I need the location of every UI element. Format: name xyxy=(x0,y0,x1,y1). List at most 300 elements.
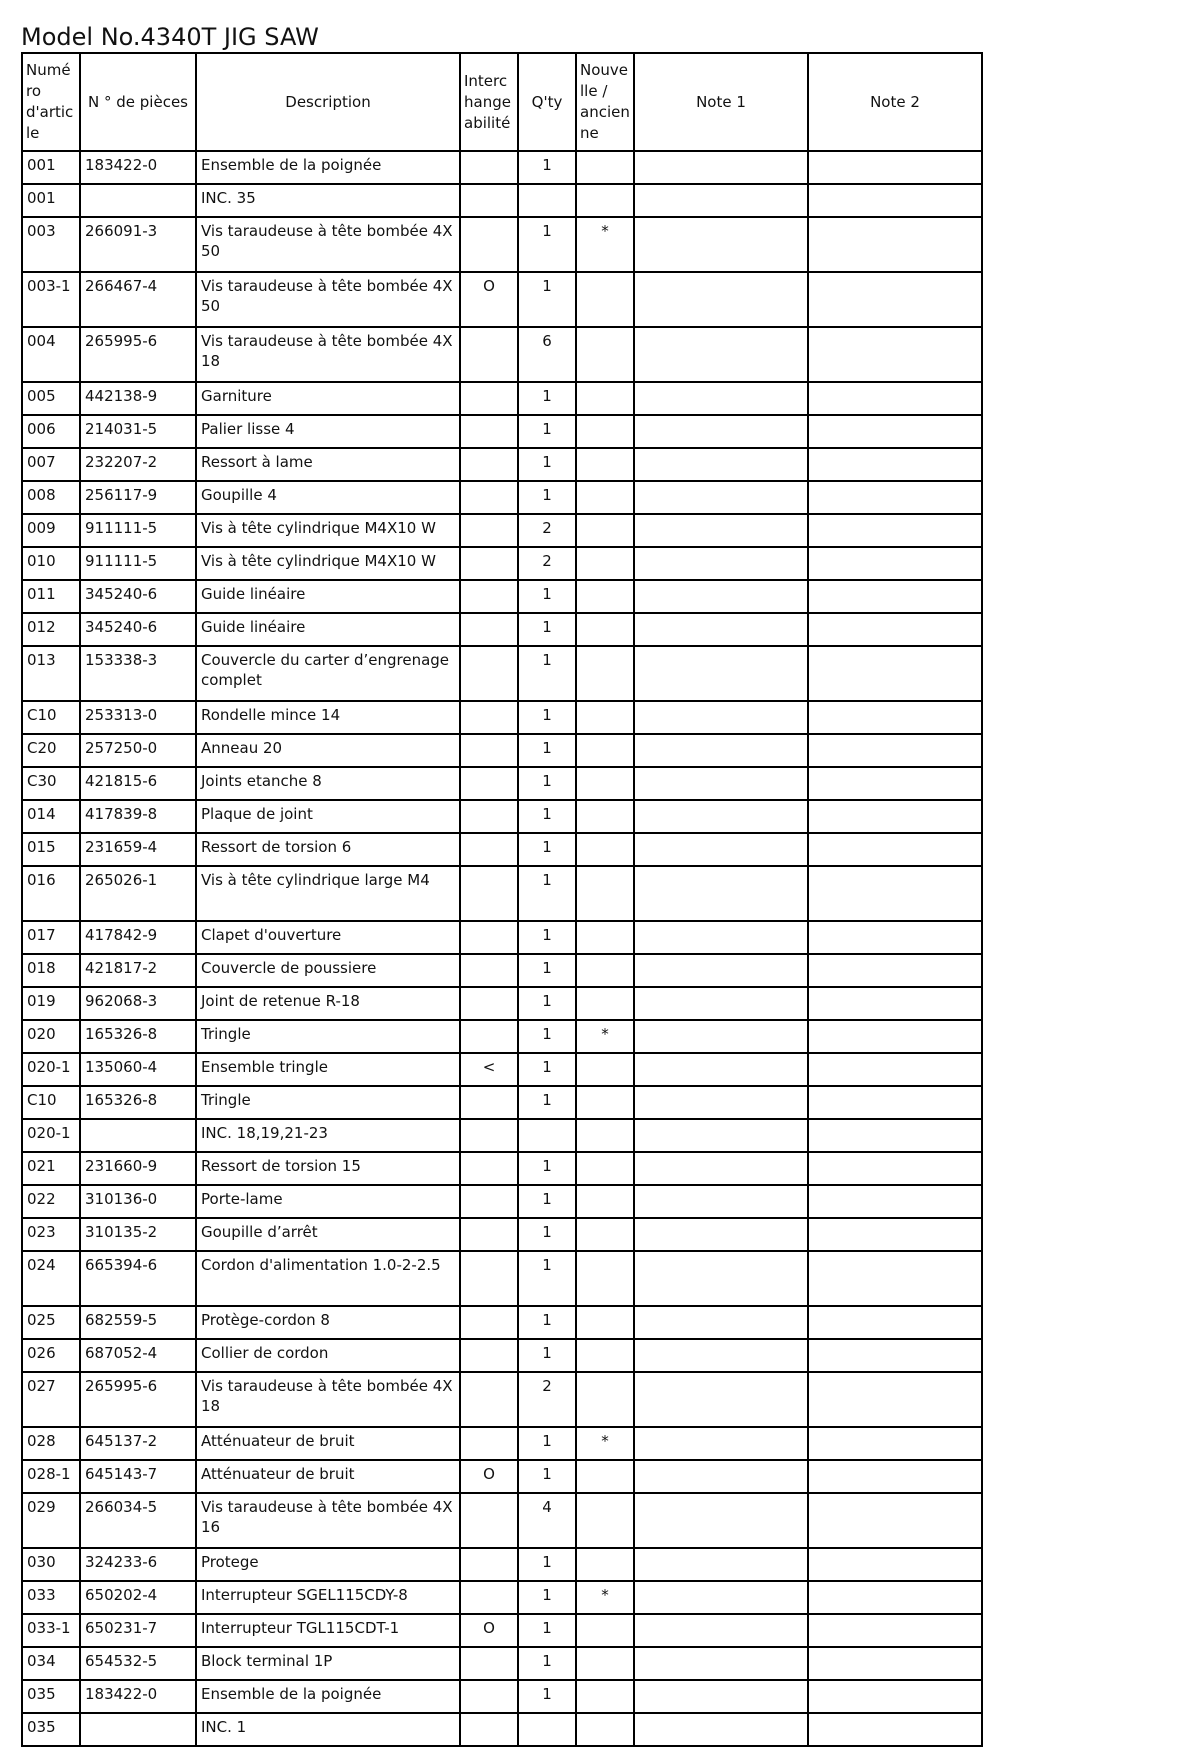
interchangeability-cell xyxy=(460,1306,518,1339)
new-old-cell xyxy=(576,866,634,921)
note-1-cell xyxy=(634,1614,808,1647)
description-cell: Interrupteur TGL115CDT-1 xyxy=(196,1614,460,1647)
description-cell: Tringle xyxy=(196,1020,460,1053)
quantity-cell: 1 xyxy=(518,217,576,272)
quantity-cell: 1 xyxy=(518,415,576,448)
note-1-cell xyxy=(634,1680,808,1713)
note-2-cell xyxy=(808,1548,982,1581)
note-1-cell xyxy=(634,1713,808,1746)
item-number-cell: 012 xyxy=(22,613,80,646)
item-number-cell: 033 xyxy=(22,1581,80,1614)
interchangeability-cell xyxy=(460,1119,518,1152)
quantity-cell: 1 xyxy=(518,1680,576,1713)
item-number-cell: 023 xyxy=(22,1218,80,1251)
note-2-cell xyxy=(808,415,982,448)
part-number-cell: 231659-4 xyxy=(80,833,196,866)
quantity-cell xyxy=(518,184,576,217)
item-number-cell: 022 xyxy=(22,1185,80,1218)
part-number-cell: 183422-0 xyxy=(80,1680,196,1713)
description-cell: Vis taraudeuse à tête bombée 4X 50 xyxy=(196,217,460,272)
description-cell: Ensemble de la poignée xyxy=(196,151,460,184)
description-cell: Collier de cordon xyxy=(196,1339,460,1372)
item-number-cell: 033-1 xyxy=(22,1614,80,1647)
new-old-cell xyxy=(576,151,634,184)
part-number-cell: 417842-9 xyxy=(80,921,196,954)
item-number-cell: 029 xyxy=(22,1493,80,1548)
part-number-cell: 256117-9 xyxy=(80,481,196,514)
part-number-cell: 324233-6 xyxy=(80,1548,196,1581)
new-old-cell: * xyxy=(576,1581,634,1614)
item-number-cell: 001 xyxy=(22,184,80,217)
table-row xyxy=(22,1218,982,1251)
description-cell: Ensemble tringle xyxy=(196,1053,460,1086)
item-number-cell: 003-1 xyxy=(22,272,80,327)
part-number-cell: 962068-3 xyxy=(80,987,196,1020)
table-row xyxy=(22,1493,982,1548)
interchangeability-cell xyxy=(460,1020,518,1053)
note-1-cell xyxy=(634,1306,808,1339)
interchangeability-cell xyxy=(460,415,518,448)
part-number-cell: 232207-2 xyxy=(80,448,196,481)
interchangeability-cell xyxy=(460,1372,518,1427)
description-cell: Ressort de torsion 6 xyxy=(196,833,460,866)
note-1-cell xyxy=(634,833,808,866)
item-number-cell: 019 xyxy=(22,987,80,1020)
new-old-cell xyxy=(576,1647,634,1680)
note-2-cell xyxy=(808,1427,982,1460)
description-cell: Protege xyxy=(196,1548,460,1581)
quantity-cell: 1 xyxy=(518,954,576,987)
interchangeability-cell xyxy=(460,1548,518,1581)
description-cell: Rondelle mince 14 xyxy=(196,701,460,734)
item-number-cell: 034 xyxy=(22,1647,80,1680)
quantity-cell: 2 xyxy=(518,514,576,547)
description-cell: Couvercle de poussiere xyxy=(196,954,460,987)
table-row xyxy=(22,987,982,1020)
part-number-cell: 665394-6 xyxy=(80,1251,196,1306)
note-1-cell xyxy=(634,580,808,613)
table-row xyxy=(22,547,982,580)
table-row xyxy=(22,833,982,866)
note-1-cell xyxy=(634,184,808,217)
new-old-cell xyxy=(576,833,634,866)
note-2-cell xyxy=(808,701,982,734)
description-cell: Vis à tête cylindrique large M4 xyxy=(196,866,460,921)
table-row xyxy=(22,580,982,613)
note-2-cell xyxy=(808,1339,982,1372)
note-1-cell xyxy=(634,1152,808,1185)
item-number-cell: 016 xyxy=(22,866,80,921)
table-row xyxy=(22,1086,982,1119)
interchangeability-cell xyxy=(460,1647,518,1680)
description-cell: INC. 1 xyxy=(196,1713,460,1746)
table-row xyxy=(22,954,982,987)
item-number-cell: 009 xyxy=(22,514,80,547)
page-title: Model No.4340T JIG SAW xyxy=(21,23,319,51)
table-row xyxy=(22,1548,982,1581)
description-cell: Vis à tête cylindrique M4X10 W xyxy=(196,514,460,547)
table-row xyxy=(22,1372,982,1427)
quantity-cell: 1 xyxy=(518,987,576,1020)
item-number-cell: 035 xyxy=(22,1713,80,1746)
part-number-cell: 645137-2 xyxy=(80,1427,196,1460)
part-number-cell: 421817-2 xyxy=(80,954,196,987)
quantity-cell: 1 xyxy=(518,866,576,921)
interchangeability-cell xyxy=(460,1680,518,1713)
new-old-cell xyxy=(576,1460,634,1493)
header-note-2: Note 2 xyxy=(808,53,982,151)
new-old-cell xyxy=(576,1680,634,1713)
interchangeability-cell xyxy=(460,1339,518,1372)
table-row xyxy=(22,1647,982,1680)
part-number-cell: 135060-4 xyxy=(80,1053,196,1086)
parts-table xyxy=(21,52,983,1747)
note-1-cell xyxy=(634,734,808,767)
note-1-cell xyxy=(634,1218,808,1251)
item-number-cell: C30 xyxy=(22,767,80,800)
description-cell: Palier lisse 4 xyxy=(196,415,460,448)
table-row xyxy=(22,1614,982,1647)
description-cell: Vis taraudeuse à tête bombée 4X 18 xyxy=(196,327,460,382)
quantity-cell: 1 xyxy=(518,448,576,481)
part-number-cell: 650231-7 xyxy=(80,1614,196,1647)
item-number-cell: 014 xyxy=(22,800,80,833)
header-part-number: N ° de pièces xyxy=(80,53,196,151)
description-cell: Porte-lame xyxy=(196,1185,460,1218)
new-old-cell: * xyxy=(576,217,634,272)
interchangeability-cell xyxy=(460,1086,518,1119)
part-number-cell: 231660-9 xyxy=(80,1152,196,1185)
new-old-cell xyxy=(576,1053,634,1086)
quantity-cell: 1 xyxy=(518,1581,576,1614)
table-row xyxy=(22,866,982,921)
new-old-cell xyxy=(576,1548,634,1581)
interchangeability-cell: O xyxy=(460,272,518,327)
part-number-cell: 442138-9 xyxy=(80,382,196,415)
header-quantity: Q'ty xyxy=(518,53,576,151)
note-2-cell xyxy=(808,382,982,415)
new-old-cell xyxy=(576,1614,634,1647)
part-number-cell: 421815-6 xyxy=(80,767,196,800)
part-number-cell: 310136-0 xyxy=(80,1185,196,1218)
quantity-cell: 1 xyxy=(518,151,576,184)
quantity-cell: 1 xyxy=(518,580,576,613)
quantity-cell: 1 xyxy=(518,921,576,954)
description-cell: Joints etanche 8 xyxy=(196,767,460,800)
note-2-cell xyxy=(808,1581,982,1614)
note-2-cell xyxy=(808,833,982,866)
quantity-cell: 2 xyxy=(518,547,576,580)
interchangeability-cell xyxy=(460,580,518,613)
interchangeability-cell xyxy=(460,1185,518,1218)
parts-table-body xyxy=(22,151,982,1746)
item-number-cell: 030 xyxy=(22,1548,80,1581)
note-1-cell xyxy=(634,272,808,327)
new-old-cell xyxy=(576,1372,634,1427)
note-2-cell xyxy=(808,1152,982,1185)
note-1-cell xyxy=(634,646,808,701)
note-2-cell xyxy=(808,767,982,800)
new-old-cell xyxy=(576,1086,634,1119)
note-2-cell xyxy=(808,646,982,701)
description-cell: Vis à tête cylindrique M4X10 W xyxy=(196,547,460,580)
item-number-cell: 004 xyxy=(22,327,80,382)
table-row xyxy=(22,1119,982,1152)
table-row xyxy=(22,217,982,272)
item-number-cell: 021 xyxy=(22,1152,80,1185)
part-number-cell: 165326-8 xyxy=(80,1020,196,1053)
description-cell: INC. 35 xyxy=(196,184,460,217)
note-2-cell xyxy=(808,800,982,833)
note-2-cell xyxy=(808,1306,982,1339)
description-cell: Vis taraudeuse à tête bombée 4X 50 xyxy=(196,272,460,327)
part-number-cell: 266091-3 xyxy=(80,217,196,272)
header-new-old: Nouvelle / ancienne xyxy=(576,53,634,151)
interchangeability-cell xyxy=(460,217,518,272)
table-row xyxy=(22,327,982,382)
new-old-cell xyxy=(576,734,634,767)
part-number-cell: 345240-6 xyxy=(80,613,196,646)
note-2-cell xyxy=(808,987,982,1020)
new-old-cell xyxy=(576,1339,634,1372)
part-number-cell: 911111-5 xyxy=(80,514,196,547)
description-cell: Vis taraudeuse à tête bombée 4X 16 xyxy=(196,1493,460,1548)
note-1-cell xyxy=(634,1185,808,1218)
header-description: Description xyxy=(196,53,460,151)
note-1-cell xyxy=(634,866,808,921)
item-number-cell: 008 xyxy=(22,481,80,514)
part-number-cell: 253313-0 xyxy=(80,701,196,734)
item-number-cell: 011 xyxy=(22,580,80,613)
note-1-cell xyxy=(634,800,808,833)
new-old-cell xyxy=(576,767,634,800)
item-number-cell: 018 xyxy=(22,954,80,987)
parts-table-container xyxy=(21,52,981,1736)
new-old-cell xyxy=(576,954,634,987)
note-1-cell xyxy=(634,987,808,1020)
new-old-cell xyxy=(576,514,634,547)
table-row xyxy=(22,448,982,481)
note-1-cell xyxy=(634,448,808,481)
note-2-cell xyxy=(808,734,982,767)
quantity-cell: 1 xyxy=(518,767,576,800)
part-number-cell: 682559-5 xyxy=(80,1306,196,1339)
quantity-cell: 1 xyxy=(518,734,576,767)
description-cell: Tringle xyxy=(196,1086,460,1119)
item-number-cell: 028-1 xyxy=(22,1460,80,1493)
note-2-cell xyxy=(808,954,982,987)
quantity-cell: 1 xyxy=(518,1306,576,1339)
item-number-cell: 020-1 xyxy=(22,1119,80,1152)
table-row xyxy=(22,1053,982,1086)
table-row xyxy=(22,1152,982,1185)
note-2-cell xyxy=(808,448,982,481)
note-1-cell xyxy=(634,1493,808,1548)
note-1-cell xyxy=(634,767,808,800)
table-row xyxy=(22,382,982,415)
new-old-cell xyxy=(576,613,634,646)
quantity-cell: 1 xyxy=(518,833,576,866)
part-number-cell: 417839-8 xyxy=(80,800,196,833)
item-number-cell: 005 xyxy=(22,382,80,415)
note-2-cell xyxy=(808,1493,982,1548)
interchangeability-cell xyxy=(460,1251,518,1306)
new-old-cell: * xyxy=(576,1427,634,1460)
description-cell: Atténuateur de bruit xyxy=(196,1427,460,1460)
description-cell: Protège-cordon 8 xyxy=(196,1306,460,1339)
interchangeability-cell xyxy=(460,866,518,921)
new-old-cell xyxy=(576,547,634,580)
new-old-cell xyxy=(576,1713,634,1746)
note-2-cell xyxy=(808,866,982,921)
interchangeability-cell xyxy=(460,327,518,382)
table-row xyxy=(22,151,982,184)
part-number-cell: 650202-4 xyxy=(80,1581,196,1614)
new-old-cell xyxy=(576,1119,634,1152)
part-number-cell: 265995-6 xyxy=(80,1372,196,1427)
new-old-cell xyxy=(576,800,634,833)
note-1-cell xyxy=(634,1460,808,1493)
note-2-cell xyxy=(808,1713,982,1746)
description-cell: Cordon d'alimentation 1.0-2-2.5 xyxy=(196,1251,460,1306)
table-row xyxy=(22,1680,982,1713)
interchangeability-cell xyxy=(460,1713,518,1746)
table-row xyxy=(22,1713,982,1746)
note-1-cell xyxy=(634,1020,808,1053)
description-cell: Goupille 4 xyxy=(196,481,460,514)
new-old-cell xyxy=(576,382,634,415)
table-row xyxy=(22,415,982,448)
note-2-cell xyxy=(808,1020,982,1053)
description-cell: Block terminal 1P xyxy=(196,1647,460,1680)
quantity-cell: 1 xyxy=(518,646,576,701)
new-old-cell xyxy=(576,415,634,448)
part-number-cell: 183422-0 xyxy=(80,151,196,184)
quantity-cell: 1 xyxy=(518,800,576,833)
quantity-cell: 1 xyxy=(518,613,576,646)
quantity-cell: 1 xyxy=(518,1185,576,1218)
interchangeability-cell xyxy=(460,1581,518,1614)
note-1-cell xyxy=(634,921,808,954)
new-old-cell xyxy=(576,1152,634,1185)
table-row xyxy=(22,1306,982,1339)
part-number-cell: 153338-3 xyxy=(80,646,196,701)
note-2-cell xyxy=(808,1119,982,1152)
table-row xyxy=(22,1020,982,1053)
description-cell: Interrupteur SGEL115CDY-8 xyxy=(196,1581,460,1614)
note-1-cell xyxy=(634,481,808,514)
item-number-cell: C10 xyxy=(22,701,80,734)
description-cell: Guide linéaire xyxy=(196,580,460,613)
note-1-cell xyxy=(634,1427,808,1460)
note-1-cell xyxy=(634,382,808,415)
quantity-cell: 4 xyxy=(518,1493,576,1548)
note-1-cell xyxy=(634,1251,808,1306)
table-row xyxy=(22,613,982,646)
item-number-cell: 035 xyxy=(22,1680,80,1713)
table-row xyxy=(22,1185,982,1218)
new-old-cell xyxy=(576,580,634,613)
note-2-cell xyxy=(808,547,982,580)
interchangeability-cell xyxy=(460,734,518,767)
note-2-cell xyxy=(808,1053,982,1086)
note-2-cell xyxy=(808,1460,982,1493)
part-number-cell: 654532-5 xyxy=(80,1647,196,1680)
new-old-cell xyxy=(576,448,634,481)
description-cell: Ressort de torsion 15 xyxy=(196,1152,460,1185)
quantity-cell: 1 xyxy=(518,1053,576,1086)
interchangeability-cell xyxy=(460,151,518,184)
quantity-cell: 1 xyxy=(518,481,576,514)
interchangeability-cell xyxy=(460,800,518,833)
table-row xyxy=(22,1581,982,1614)
new-old-cell xyxy=(576,1218,634,1251)
item-number-cell: 003 xyxy=(22,217,80,272)
note-1-cell xyxy=(634,514,808,547)
new-old-cell xyxy=(576,701,634,734)
note-2-cell xyxy=(808,1086,982,1119)
note-2-cell xyxy=(808,327,982,382)
part-number-cell: 911111-5 xyxy=(80,547,196,580)
new-old-cell xyxy=(576,1185,634,1218)
item-number-cell: 025 xyxy=(22,1306,80,1339)
part-number-cell: 310135-2 xyxy=(80,1218,196,1251)
description-cell: Couvercle du carter d’engrenage complet xyxy=(196,646,460,701)
quantity-cell: 6 xyxy=(518,327,576,382)
new-old-cell xyxy=(576,184,634,217)
interchangeability-cell xyxy=(460,184,518,217)
quantity-cell: 1 xyxy=(518,1020,576,1053)
note-1-cell xyxy=(634,151,808,184)
quantity-cell: 1 xyxy=(518,1339,576,1372)
description-cell: Atténuateur de bruit xyxy=(196,1460,460,1493)
description-cell: Vis taraudeuse à tête bombée 4X 18 xyxy=(196,1372,460,1427)
note-1-cell xyxy=(634,415,808,448)
part-number-cell: 257250-0 xyxy=(80,734,196,767)
item-number-cell: 017 xyxy=(22,921,80,954)
interchangeability-cell xyxy=(460,547,518,580)
part-number-cell: 266467-4 xyxy=(80,272,196,327)
note-1-cell xyxy=(634,1086,808,1119)
interchangeability-cell xyxy=(460,767,518,800)
item-number-cell: 006 xyxy=(22,415,80,448)
note-2-cell xyxy=(808,1218,982,1251)
note-2-cell xyxy=(808,1372,982,1427)
quantity-cell: 1 xyxy=(518,1614,576,1647)
description-cell: Garniture xyxy=(196,382,460,415)
item-number-cell: 015 xyxy=(22,833,80,866)
quantity-cell: 2 xyxy=(518,1372,576,1427)
new-old-cell xyxy=(576,1251,634,1306)
interchangeability-cell xyxy=(460,514,518,547)
new-old-cell: * xyxy=(576,1020,634,1053)
table-row xyxy=(22,272,982,327)
table-row xyxy=(22,514,982,547)
new-old-cell xyxy=(576,481,634,514)
note-1-cell xyxy=(634,1581,808,1614)
quantity-cell: 1 xyxy=(518,1218,576,1251)
item-number-cell: 020-1 xyxy=(22,1053,80,1086)
interchangeability-cell xyxy=(460,613,518,646)
quantity-cell: 1 xyxy=(518,701,576,734)
note-1-cell xyxy=(634,1647,808,1680)
description-cell: INC. 18,19,21-23 xyxy=(196,1119,460,1152)
note-2-cell xyxy=(808,481,982,514)
note-2-cell xyxy=(808,272,982,327)
description-cell: Ressort à lame xyxy=(196,448,460,481)
note-1-cell xyxy=(634,954,808,987)
header-note-1: Note 1 xyxy=(634,53,808,151)
